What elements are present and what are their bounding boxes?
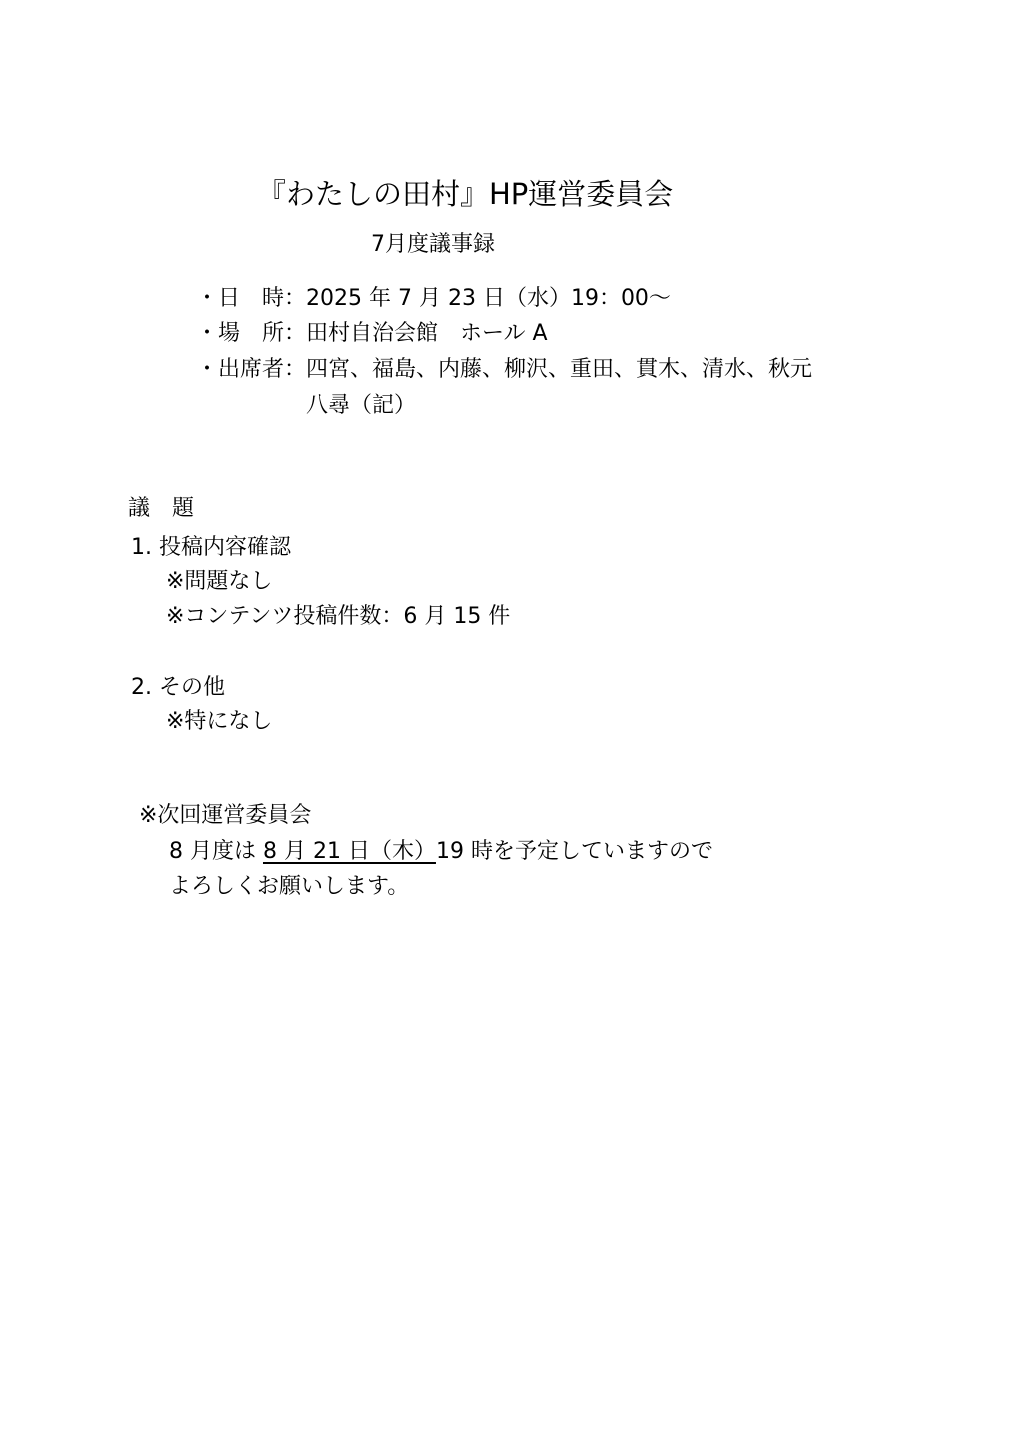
- agenda-item-note: ※問題なし: [166, 569, 273, 594]
- document-subtitle: 7月度議事録: [371, 232, 495, 257]
- agenda-item-title: 1. 投稿内容確認: [131, 535, 291, 560]
- next-meeting-prefix: 8 月度は: [169, 839, 263, 864]
- meeting-attendees: ・出席者：四宮、福島、内藤、柳沢、重田、貫木、清水、秋元: [196, 357, 813, 382]
- agenda-item-title: 2. その他: [131, 675, 225, 700]
- next-meeting-schedule: [169, 841, 713, 863]
- meeting-datetime: ・日 時：2025 年 7 月 23 日（水）19：00～: [196, 286, 671, 311]
- meeting-place: ・場 所：田村自治会館 ホール A: [196, 321, 548, 346]
- agenda-item-note: ※特になし: [166, 709, 273, 734]
- document-title: 『わたしの田村』HP運営委員会: [257, 177, 674, 211]
- next-meeting-closing: よろしくお願いします。: [169, 874, 410, 899]
- next-meeting-date: 8 月 21 日（木）: [262, 839, 436, 864]
- next-meeting-heading: ※次回運営委員会: [139, 803, 312, 828]
- agenda-heading: 議 題: [128, 496, 195, 521]
- meeting-attendees-continued: 八尋（記）: [306, 393, 417, 418]
- agenda-item-note: ※コンテンツ投稿件数：6 月 15 件: [166, 604, 511, 629]
- next-meeting-suffix: 19 時を予定していますので: [435, 839, 713, 864]
